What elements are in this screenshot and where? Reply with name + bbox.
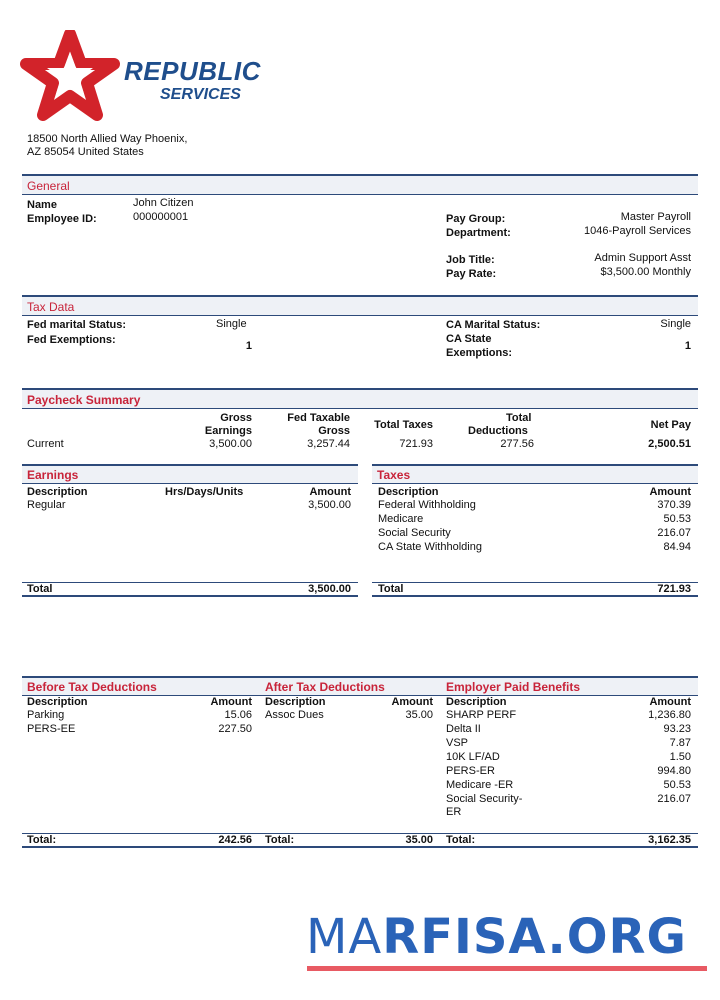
general-section-header [22, 174, 698, 195]
summary-net-pay: 2,500.51 [648, 438, 691, 450]
earnings-section-header [22, 464, 358, 484]
general-heading: General [27, 179, 70, 193]
deductions-total-row [22, 833, 698, 848]
taxes-heading: Taxes [377, 468, 411, 482]
taxes-section-header [372, 464, 698, 484]
col-total-taxes: Total Taxes [374, 419, 433, 431]
employee-id-label: Employee ID: [27, 213, 97, 225]
col-gross-2: Earnings [204, 425, 252, 437]
paycheck-summary-section-header [22, 388, 698, 409]
employee-id-value: 000000001 [133, 211, 189, 223]
benefits-row-desc-7: Social Security-ER [446, 793, 523, 818]
company-address-line1: 18500 North Allied Way Phoenix, [27, 133, 188, 145]
benefits-row-amount-1: 1,236.80 [648, 709, 691, 721]
fed-marital-label: Fed marital Status: [27, 319, 127, 331]
watermark-part2: RFISA [382, 909, 548, 965]
earnings-col-amount: Amount [309, 486, 351, 498]
tax-data-section-header [22, 295, 698, 316]
fed-exemptions-value: 1 [245, 340, 252, 352]
pay-rate-value: $3,500.00 Monthly [600, 266, 691, 278]
taxes-row-desc-1: Federal Withholding [378, 499, 476, 511]
department-value: 1046-Payroll Services [584, 225, 691, 237]
before-tax-heading: Before Tax Deductions [27, 680, 157, 694]
benefits-row-amount-3: 7.87 [669, 737, 691, 749]
benefits-total-value: 3,162.35 [648, 834, 691, 846]
benefits-row-desc-1: SHARP PERF [446, 709, 517, 721]
summary-fed-taxable: 3,257.44 [307, 438, 350, 450]
company-logo [20, 30, 290, 122]
ca-marital-value: Single [660, 318, 691, 330]
summary-gross: 3,500.00 [209, 438, 252, 450]
watermark [306, 908, 687, 966]
summary-total-deductions: 277.56 [500, 438, 534, 450]
pay-group-label: Pay Group: [446, 213, 506, 225]
before-tax-row-amount-1: 15.06 [224, 709, 252, 721]
earnings-row-desc: Regular [27, 499, 66, 511]
ca-exemptions-label-2: Exemptions: [446, 347, 513, 359]
after-tax-row-amount-1: 35.00 [405, 709, 433, 721]
earnings-row-amount: 3,500.00 [308, 499, 351, 511]
benefits-col-amount: Amount [649, 696, 691, 708]
earnings-heading: Earnings [27, 468, 79, 482]
benefits-row-amount-4: 1.50 [669, 751, 691, 763]
ca-exemptions-value: 1 [684, 340, 691, 352]
ca-marital-label: CA Marital Status: [446, 319, 541, 331]
tax-data-heading: Tax Data [27, 300, 75, 314]
job-title-value: Admin Support Asst [594, 252, 691, 264]
job-title-label: Job Title: [446, 254, 495, 266]
before-tax-col-desc: Description [27, 696, 88, 708]
benefits-row-amount-7: 216.07 [657, 793, 691, 805]
after-tax-total-label: Total: [265, 834, 295, 846]
earnings-col-desc: Description [27, 486, 88, 498]
earnings-col-hrs: Hrs/Days/Units [165, 486, 244, 498]
pay-group-value: Master Payroll [620, 211, 691, 223]
logo-name-line2: SERVICES [160, 86, 241, 103]
earnings-total-value: 3,500.00 [308, 583, 351, 595]
watermark-part3: .ORG [547, 909, 687, 965]
taxes-row-amount-4: 84.94 [663, 541, 691, 553]
before-tax-col-amount: Amount [210, 696, 252, 708]
before-tax-total-value: 242.56 [218, 834, 252, 846]
summary-total-taxes: 721.93 [399, 438, 433, 450]
col-gross-1: Gross [220, 412, 252, 424]
col-net-pay: Net Pay [650, 419, 691, 431]
before-tax-row-amount-2: 227.50 [218, 723, 252, 735]
benefits-row-desc-2: Delta II [446, 723, 481, 735]
taxes-col-amount: Amount [649, 486, 691, 498]
after-tax-heading: After Tax Deductions [265, 680, 385, 694]
col-fed-taxable-1: Fed Taxable [287, 412, 350, 424]
taxes-row-amount-3: 216.07 [657, 527, 691, 539]
benefits-row-desc-6: Medicare -ER [446, 779, 514, 791]
after-tax-total-value: 35.00 [405, 834, 433, 846]
employer-benefits-heading: Employer Paid Benefits [446, 680, 581, 694]
before-tax-row-desc-1: Parking [27, 709, 65, 721]
benefits-row-amount-6: 50.53 [663, 779, 691, 791]
summary-row-label: Current [27, 438, 64, 450]
company-address-line2: AZ 85054 United States [27, 146, 144, 158]
taxes-row-desc-2: Medicare [378, 513, 424, 525]
taxes-total-value: 721.93 [657, 583, 691, 595]
watermark-part1: MA [306, 909, 383, 965]
taxes-total-label: Total [378, 583, 404, 595]
before-tax-total-label: Total: [27, 834, 57, 846]
taxes-col-desc: Description [378, 486, 439, 498]
benefits-row-desc-5: PERS-ER [446, 765, 495, 777]
pay-rate-label: Pay Rate: [446, 268, 497, 280]
republic-star-icon [20, 30, 120, 122]
taxes-row-amount-1: 370.39 [657, 499, 691, 511]
deductions-section-header [22, 676, 698, 696]
name-value: John Citizen [133, 197, 194, 209]
col-total-ded-2: Deductions [468, 425, 528, 437]
department-label: Department: [446, 227, 511, 239]
logo-name-line1: REPUBLIC [124, 56, 261, 86]
taxes-row-desc-3: Social Security [378, 527, 451, 539]
benefits-col-desc: Description [446, 696, 507, 708]
ca-exemptions-label-1: CA State [446, 333, 492, 345]
taxes-row-amount-2: 50.53 [663, 513, 691, 525]
after-tax-col-desc: Description [265, 696, 326, 708]
benefits-row-amount-5: 994.80 [657, 765, 691, 777]
benefits-row-desc-3: VSP [446, 737, 469, 749]
after-tax-row-desc-1: Assoc Dues [265, 709, 324, 721]
after-tax-col-amount: Amount [391, 696, 433, 708]
benefits-row-amount-2: 93.23 [663, 723, 691, 735]
col-fed-taxable-2: Gross [318, 425, 350, 437]
benefits-total-label: Total: [446, 834, 476, 846]
before-tax-row-desc-2: PERS-EE [27, 723, 76, 735]
fed-marital-value: Single [216, 318, 247, 330]
paycheck-summary-heading: Paycheck Summary [27, 393, 141, 407]
taxes-row-desc-4: CA State Withholding [378, 541, 482, 553]
name-label: Name [27, 199, 57, 211]
earnings-total-label: Total [27, 583, 53, 595]
watermark-underline [307, 966, 707, 971]
fed-exemptions-label: Fed Exemptions: [27, 334, 116, 346]
benefits-row-desc-4: 10K LF/AD [446, 751, 500, 763]
col-total-ded-1: Total [506, 412, 532, 424]
